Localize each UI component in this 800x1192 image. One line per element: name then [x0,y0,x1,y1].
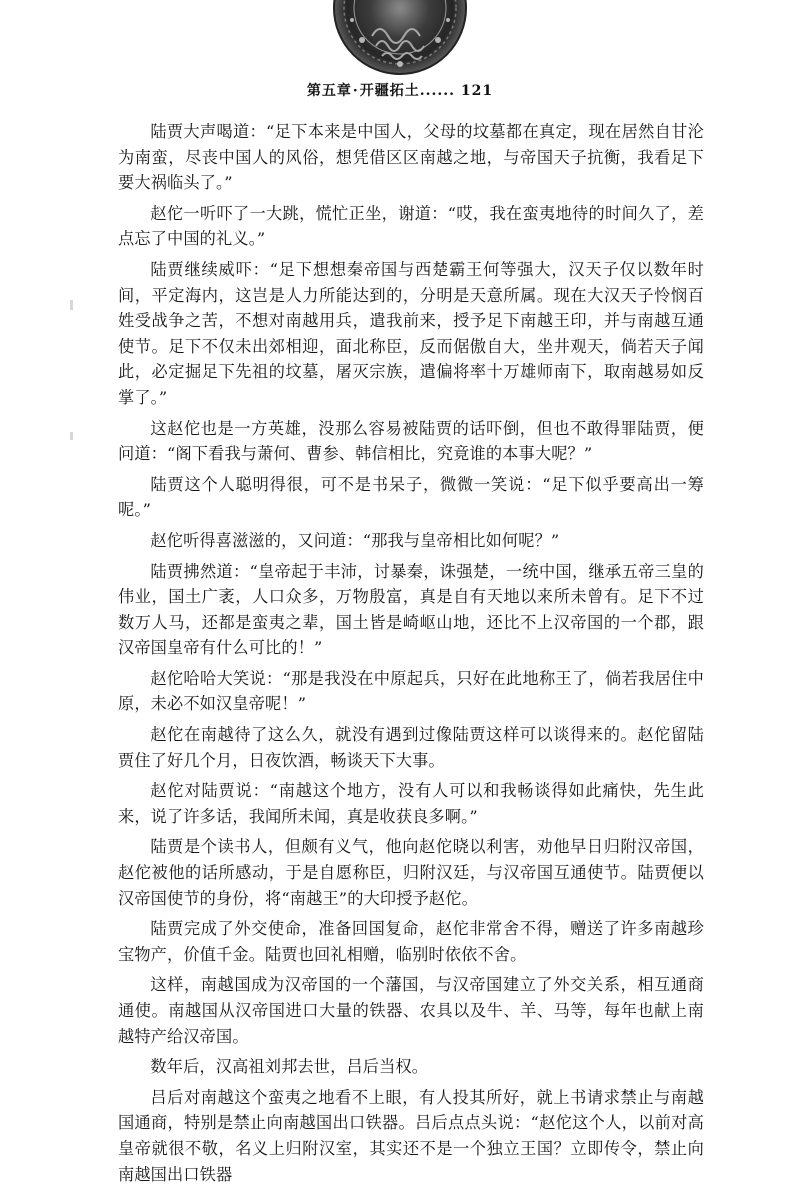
paragraph: 赵佗哈哈大笑说：“那是我没在中原起兵，只好在此地称王了，倘若我居住中原，未必不如汉皇帝呢！” [118,668,704,714]
binding-shadow [70,300,73,310]
dot-leader: ...... [419,83,455,99]
paragraph: 赵佗一听吓了一大跳，慌忙正坐，谢道：“哎，我在蛮夷地待的时间久了，差点忘了中国的礼义。” [118,203,704,249]
running-header [0,80,800,100]
header-separator: · [352,83,359,99]
paragraph: 数年后，汉高祖刘邦去世，吕后当权。 [150,1057,429,1077]
chapter-number: 第五章 [306,83,352,99]
bronze-mirror-icon [332,0,468,76]
paragraph: 这样，南越国成为汉帝国的一个藩国，与汉帝国建立了外交关系，相互通商通使。南越国从汉帝国进口大量的铁器、农具以及牛、羊、马等，每年也献上南越特产给汉帝国。 [118,975,704,1046]
paragraph: 陆贾大声喝道：“足下本来是中国人，父母的坟墓都在真定，现在居然自甘沦为南蛮，尽丧中国人的风俗，想凭借区区南越之地，与帝国天子抗衡，我看足下要大祸临头了。” [118,122,704,193]
paragraph: 吕后对南越这个蛮夷之地看不上眼，有人投其所好，就上书请求禁止与南越国通商，特别是禁止向南越国出口铁器。吕后点点头说：“赵佗这个人，以前对高皇帝就很不敬，名义上归附汉室，其实还不是一个独立王国？立即传令，禁止向南越国出口铁器 [118,1087,704,1184]
paragraph: 赵佗听得喜滋滋的，又问道：“那我与皇帝相比如何呢？” [150,530,560,550]
binding-shadow [70,432,73,440]
chapter-title: 开疆拓土 [359,83,420,99]
paragraph: 陆贾继续威吓：“足下想想秦帝国与西楚霸王何等强大，汉天子仅以数年时间，平定海内，这岂是人力所能达到的，分明是天意所属。现在大汉天子怜悯百姓受战争之苦，不想对南越用兵，遣我前来，授予足下南越王印，并与南越互通使节。足下不仅未出郊相迎，面北称臣，反而倨傲自大，坐井观天，倘若天子闻此，必定掘足下先祖的坟墓，屠灭宗族，遣偏将率十万雄师南下，取南越易如反掌了。” [118,259,704,407]
paragraph: 陆贾拂然道：“皇帝起于丰沛，讨暴秦，诛强楚，一统中国，继承五帝三皇的伟业，国土广袤，人口众多，万物殷富，真是自有天地以来所未曾有。足下不过数万人马，还都是蛮夷之辈，国土皆是崎岖山地，还比不上汉帝国的一个郡，跟汉帝国皇帝有什么可比的！” [118,561,704,658]
page-number: 121 [460,83,494,99]
header-ornament [332,0,468,76]
paragraph: 这赵佗也是一方英雄，没那么容易被陆贾的话吓倒，但也不敢得罪陆贾，便问道：“阁下看我与萧何、曹参、韩信相比，究竟谁的本事大呢？” [118,418,704,464]
body-text [118,119,704,1192]
paragraph: 陆贾完成了外交使命，准备回国复命，赵佗非常舍不得，赠送了许多南越珍宝物产，价值千金。陆贾也回礼相赠，临别时依依不舍。 [118,919,704,964]
paragraph: 陆贾是个读书人，但颇有义气，他向赵佗晓以利害，劝他早日归附汉帝国，赵佗被他的话所感动，于是自愿称臣，归附汉廷，与汉帝国互通使节。陆贾便以汉帝国使节的身份，将“南越王”的大印授予赵佗。 [118,837,704,908]
paragraph: 陆贾这个人聪明得很，可不是书呆子，微微一笑说：“足下似乎要高出一筹呢。” [118,474,704,520]
paragraph: 赵佗在南越待了这么久，就没有遇到过像陆贾这样可以谈得来的。赵佗留陆贾住了好几个月，日夜饮酒，畅谈天下大事。 [118,725,704,770]
paragraph: 赵佗对陆贾说：“南越这个地方，没有人可以和我畅谈得如此痛快，先生此来，说了许多话，我闻所未闻，真是收获良多啊。” [118,781,704,826]
